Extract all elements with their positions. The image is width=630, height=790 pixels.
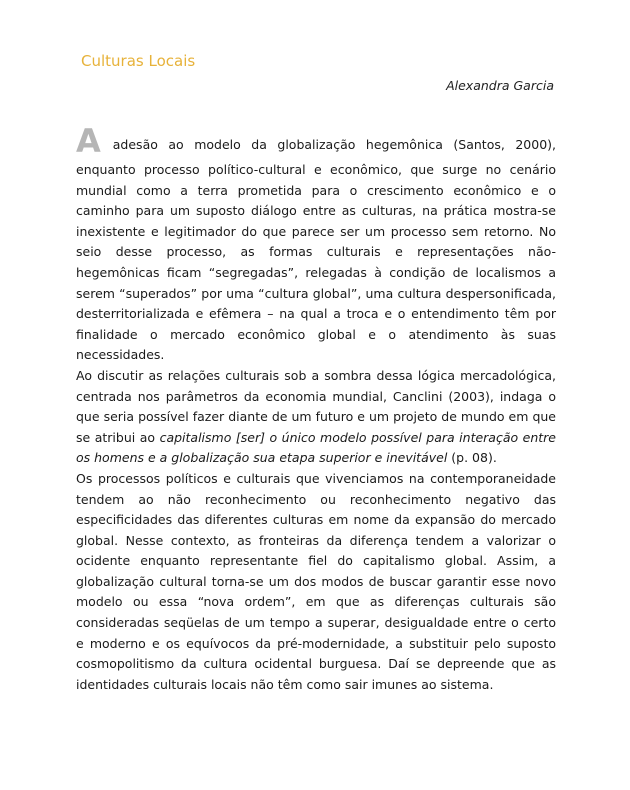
paragraph-2-citation: (p. 08). [447, 450, 497, 466]
paragraph-2-quote: capitalismo [ser] o único modelo possível para interação entre os homens e a globalização sua etapa superior e inevitável [76, 429, 556, 466]
document-title: Culturas Locais [81, 52, 196, 70]
first-line-text: adesão ao modelo da globalização hegemônica (Santos, 2000), [112, 137, 556, 152]
body-text [76, 120, 556, 695]
author-name: Alexandra Garcia [446, 78, 554, 93]
paragraph-3: Os processos políticos e culturais que vivenciamos na contemporaneidade tendem ao não reconhecimento ou reconhecimento negativo das especificidades das diferentes culturas em nome da expansão do mercado global. Nesse contexto, as fronteiras da diferença tendem a valorizar o ocidente enquanto representante fiel do capitalismo global. Assim, a globalização cultural torna-se um dos modos de buscar garantir esse novo modelo ou essa “nova ordem”, em que as diferenças culturais são consideradas seqüelas de um tempo a superar, desigualdade entre o certo e moderno e os equívocos da pré-modernidade, a substituir pelo suposto cosmopolitismo da cultura ocidental burguesa. Daí se depreende que as identidades culturais locais não têm como sair imunes ao sistema. [76, 470, 556, 692]
paragraph-2-text: Ao discutir as relações culturais sob a sombra dessa lógica mercadológica, centrada nos parâmetros da economia mundial, Canclini (2003), indaga o que seria possível fazer diante de um futuro e um projeto de mundo em que se atribui ao [76, 367, 556, 445]
paragraph-2 [76, 366, 556, 469]
paragraph-1: enquanto processo político-cultural e econômico, que surge no cenário mundial como a terra prometida para o crescimento econômico e o caminho para um suposto diálogo entre as culturas, na prática mostra-se inexistente e legitimador do que parece ser um processo sem retorno. No seio desse processo, as formas culturais e representações não-hegemônicas ficam “segregadas”, relegadas à condição de localismos a serem “superados” por uma “cultura global”, uma cultura despersonificada, desterritorializada e efêmera – na qual a troca e o entendimento têm por finalidade o mercado econômico global e o atendimento às suas necessidades. [76, 162, 556, 363]
first-line [76, 120, 556, 160]
drop-cap: A [76, 122, 101, 160]
